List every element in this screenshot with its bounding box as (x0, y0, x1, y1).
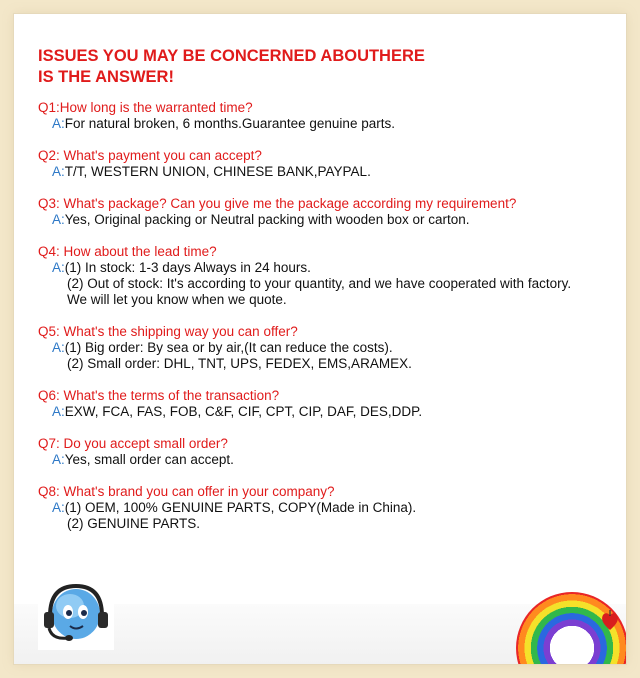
answer-tag: A: (52, 212, 65, 227)
answer-text: Yes, Original packing or Neutral packing with wooden box or carton. (64, 212, 470, 227)
faq-answer (38, 500, 618, 516)
faq-question: Q2: What's payment you can accept? (38, 148, 262, 163)
answer-text: T/T, WESTERN UNION, CHINESE BANK,PAYPAL. (64, 164, 371, 179)
faq-answer-continuation: We will let you know when we quote. (67, 292, 287, 307)
faq-answer (38, 452, 618, 468)
answer-text: EXW, FCA, FAS, FOB, C&F, CIF, CPT, CIP, DAF, DES,DDP. (64, 404, 423, 419)
faq-item (38, 484, 618, 532)
answer-tag: A: (52, 164, 65, 179)
answer-text: (1) In stock: 1-3 days Always in 24 hours. (64, 260, 311, 275)
faq-item (38, 436, 618, 468)
faq-question: Q3: What's package? Can you give me the package according my requirement? (38, 196, 517, 211)
faq-item (38, 148, 618, 180)
answer-text: For natural broken, 6 months.Guarantee genuine parts. (64, 116, 395, 131)
faq-answer-continuation: (2) Small order: DHL, TNT, UPS, FEDEX, EMS,ARAMEX. (67, 356, 412, 371)
faq-answer (38, 404, 618, 420)
heart-icon (600, 608, 620, 634)
answer-tag: A: (52, 452, 65, 467)
faq-item (38, 388, 618, 420)
faq-question: Q1:How long is the warranted time? (38, 100, 253, 115)
faq-question: Q8: What's brand you can offer in your company? (38, 484, 335, 499)
faq-answer (38, 116, 618, 132)
faq-item (38, 196, 618, 228)
faq-item (38, 324, 618, 372)
answer-tag: A: (52, 404, 65, 419)
faq-card (14, 14, 626, 664)
faq-item (38, 100, 618, 132)
faq-answer (38, 340, 618, 356)
faq-question: Q6: What's the terms of the transaction? (38, 388, 280, 403)
faq-answer-continuation: (2) Out of stock: It's according to your quantity, and we have cooperated with factory. (67, 276, 572, 291)
faq-question: Q7: Do you accept small order? (38, 436, 228, 451)
faq-item (38, 244, 618, 308)
faq-answer-continuation: (2) GENUINE PARTS. (67, 516, 201, 531)
answer-tag: A: (52, 500, 65, 515)
faq-list (38, 100, 618, 548)
answer-tag: A: (52, 340, 65, 355)
faq-answer (38, 212, 618, 228)
answer-text: (1) Big order: By sea or by air,(It can reduce the costs). (64, 340, 393, 355)
page-title: ISSUES YOU MAY BE CONCERNED ABOUTHERE IS THE ANSWER! (38, 47, 425, 86)
answer-text: Yes, small order can accept. (64, 452, 234, 467)
faq-question: Q4: How about the lead time? (38, 244, 217, 259)
customer-service-mascot-icon (38, 574, 114, 650)
answer-tag: A: (52, 260, 65, 275)
answer-tag: A: (52, 116, 65, 131)
faq-answer (38, 260, 618, 276)
answer-text: (1) OEM, 100% GENUINE PARTS, COPY(Made in China). (64, 500, 417, 515)
faq-answer (38, 164, 618, 180)
faq-question: Q5: What's the shipping way you can offer? (38, 324, 298, 339)
